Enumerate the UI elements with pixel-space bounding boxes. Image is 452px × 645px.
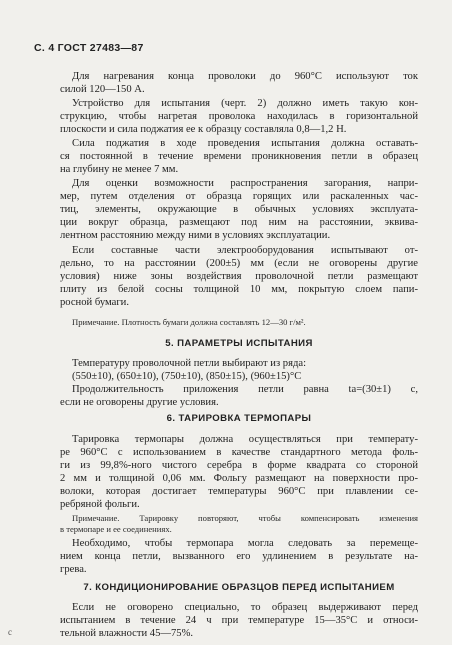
text-line: Если составные части электрооборудования испытывают от- <box>72 245 418 256</box>
text-line: ции вокруг образца, размещают под ним на расстоянии, эквива- <box>60 217 418 228</box>
margin-mark: с <box>8 627 12 637</box>
note-calibration <box>60 513 418 535</box>
text-line: мер, путем отделения от образца горящих или раскаленных час- <box>60 191 418 202</box>
paragraph-device <box>60 97 418 136</box>
paragraph-ignition <box>60 177 418 242</box>
note-line: Примечание. Тарировку повторяют, чтобы компенсировать изменения <box>72 513 418 523</box>
text-line: струкцию, чтобы нагретая проволока находилась в горизонтальной <box>60 111 418 122</box>
text-line: Температуру проволочной петли выбирают из ряда: <box>72 358 307 369</box>
text-line: если не оговорены другие условия. <box>60 397 219 408</box>
text-line: условия) ниже зоны воздействия проволочной петли размещают <box>60 271 418 282</box>
section-6-body <box>60 433 418 511</box>
section-7-title: 7. КОНДИЦИОНИРОВАНИЕ ОБРАЗЦОВ ПЕРЕД ИСПЫТАНИЕМ <box>83 582 395 593</box>
text-line: Для оценки возможности распространения загорания, напри- <box>72 178 418 189</box>
text-line: Продолжительность приложения петли равна tа=(30±1) с, <box>72 384 418 395</box>
text-line: Если не оговорено специально, то образец выдерживают перед <box>72 602 418 613</box>
section-6-title: 6. ТАРИРОВКА ТЕРМОПАРЫ <box>166 413 312 424</box>
paragraph-thermocouple <box>60 537 418 576</box>
text-line: грева. <box>60 564 87 575</box>
text-line: на глубину не менее 7 мм. <box>60 164 179 175</box>
note-line: Примечание. Плотность бумаги должна составлять 12—30 г/м². <box>72 317 306 327</box>
text-line: волоки, которая достигает температуры 960°С при плавлении се- <box>60 486 418 497</box>
text-line: ся постоянной в течение времени проникновения петли в образец <box>60 151 418 162</box>
text-line: Необходимо, чтобы термопара могла следовать за перемеще- <box>72 538 418 549</box>
text-line: (550±10), (650±10), (750±10), (850±15), (960±15)°С <box>72 371 302 382</box>
section-5-title: 5. ПАРАМЕТРЫ ИСПЫТАНИЯ <box>165 338 313 349</box>
text-line: тиц, элементы, окружающие в обычных условиях эксплуата- <box>60 204 418 215</box>
page-header: С. 4 ГОСТ 27483—87 <box>34 42 144 54</box>
note-paper-density <box>60 317 418 328</box>
section-5-body <box>60 357 418 409</box>
text-line: Тарировка термопары должна осуществляться при температу- <box>72 434 418 445</box>
paragraph-heating <box>60 70 418 96</box>
text-line: испытанием в течение 24 ч при температуре 15—35°С и относи- <box>60 615 418 626</box>
text-line: Устройство для испытания (черт. 2) должно иметь такую кон- <box>72 98 418 109</box>
text-line: ребряной фольги. <box>60 499 140 510</box>
text-line: росной бумаги. <box>60 297 129 308</box>
text-line: ре 960°С с использованием в качестве стандартного метода фоль- <box>60 447 418 458</box>
text-line: тельной влажности 45—75%. <box>60 628 194 639</box>
text-line: плоскости и сила поджатия ее к образцу составляла 0,8—1,2 Н. <box>60 124 347 135</box>
text-line: Сила поджатия в ходе проведения испытания должна оставать- <box>72 138 418 149</box>
text-line: силой 120—150 А. <box>60 84 145 95</box>
text-line: плиту из белой сосны толщиной 10 мм, покрытую слоем папи- <box>60 284 418 295</box>
text-line: дельно, то на расстоянии (200±5) мм (если не оговорены другие <box>60 258 418 269</box>
text-line: лентном расстоянию между ними в условиях эксплуатации. <box>60 230 331 241</box>
section-7-body <box>60 601 418 640</box>
paragraph-components <box>60 244 418 309</box>
paragraph-force <box>60 137 418 176</box>
text-line: нием конца петли, вызванного его удлинением в результате на- <box>60 551 418 562</box>
text-line: Для нагревания конца проволоки до 960°С используют ток <box>72 71 418 82</box>
text-line: 2 мм и толщиной 0,06 мм. Фольгу размещают на поверхности про- <box>60 473 418 484</box>
note-line: в термопаре и ее соединениях. <box>60 524 172 534</box>
text-line: ги из 99,8%-ного чистого серебра в форме квадрата со стороной <box>60 460 418 471</box>
